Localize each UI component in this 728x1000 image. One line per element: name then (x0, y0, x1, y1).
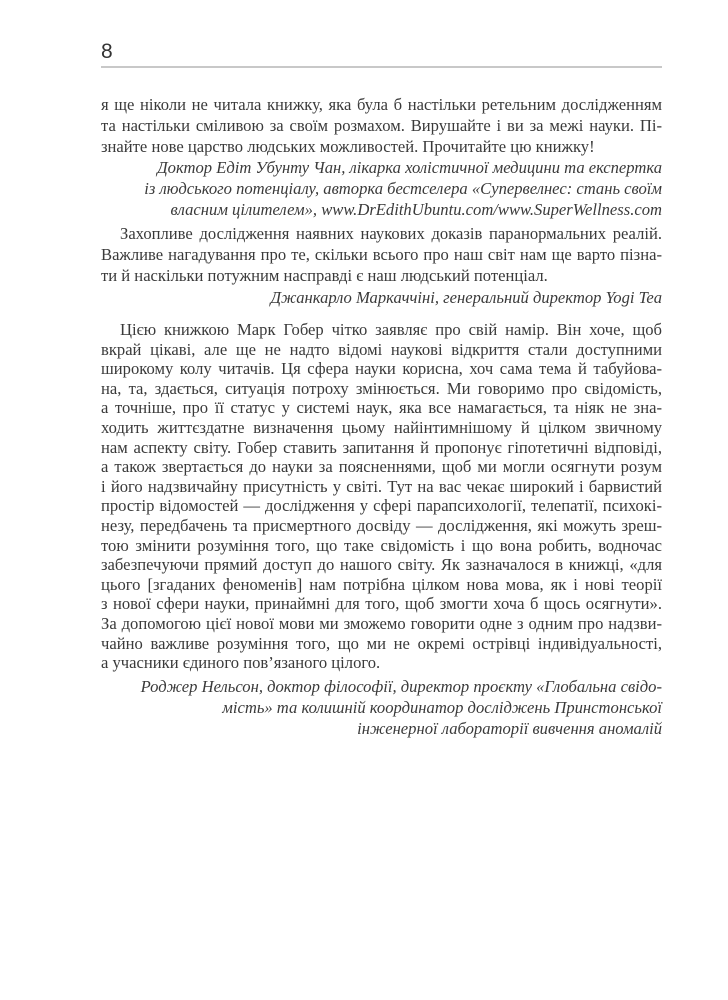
header-rule (101, 66, 662, 68)
quote-attribution (101, 157, 662, 220)
text-line: і його надзвичайну присутність у світі. Тут на вас чекає широкий і барвистий (101, 476, 662, 496)
text-line: ти й наскільки потужним насправді є наш людський потенціал. (101, 266, 548, 285)
text-line: цього [згаданих феноменів] нам потрібна цілком нова мова, як і нові теорії (101, 574, 662, 594)
quote-attribution (101, 676, 662, 739)
page-number: 8 (101, 40, 113, 63)
text-line: а учасники єдиного пов’язаного цілого. (101, 653, 381, 673)
text-line: широкому колу читачів. Ця сфера науки корисна, хоч сама тема й табуйова- (101, 359, 662, 379)
text-line: незу, передбачень та присмертного досвіду — дослідження, які можуть зреш- (101, 515, 662, 535)
text-line: За допомогою цієї нової мови ми зможемо говорити одне з одним про надзви- (101, 613, 662, 633)
quote-attribution (101, 287, 662, 308)
attribution-line: мість» та колишній координатор досліджень Принстонської (222, 698, 662, 717)
text-line: забезпечуючи прямий доступ до нашого світу. Як зазначалося в книжці, «для (101, 555, 662, 575)
text-line: а також звертається до науки за поясненнями, щоб ми могли осягнути розум (101, 457, 662, 477)
quote-paragraph (101, 320, 662, 673)
text-line: та настільки сміливою за своїм розмахом. Вирушайте і ви за межі науки. Пі- (101, 116, 662, 135)
text-line: Важливе нагадування про те, скільки всього про наш світ нам ще варто пізна- (101, 245, 662, 264)
text-line: з нової сфери науки, принаймні для того, щоб змогти хоча б щось осягнути». (101, 594, 662, 614)
text-line: я ще ніколи не читала книжку, яка була б настільки ретельним дослідженням (101, 95, 662, 114)
text-line: вкрай цікаві, але ще не надто відомі наукові відкриття стали доступними (101, 339, 662, 359)
text-line: знайте нове царство людських можливостей. Прочитайте цю книжку! (101, 137, 595, 156)
text-line: на, та, здається, ситуація потроху змінюється. Ми говоримо про свідомість, (101, 378, 662, 398)
attribution-line: Доктор Едіт Убунту Чан, лікарка холістичної медицини та експертка (157, 158, 662, 177)
attribution-line: із людського потенціалу, авторка бестселера «Супервелнес: стань своїм (144, 179, 662, 198)
quote-paragraph (101, 223, 662, 286)
attribution-line: інженерної лабораторії вивчення аномалій (357, 719, 662, 738)
text-line: а точніше, про її статус у системі наук, яка все намагається, та ніяк не зна- (101, 398, 662, 418)
text-line: простір відомостей — дослідження у сфері парапсихології, телепатії, психокі- (101, 496, 662, 516)
text-line: Захопливе дослідження наявних наукових доказів паранормальних реалій. (120, 224, 662, 243)
attribution-line: власним цілителем», www.DrEdithUbuntu.com/www.SuperWellness.com (170, 200, 662, 219)
text-line: Цією книжкою Марк Гобер чітко заявляє про свій намір. Він хоче, щоб (120, 320, 662, 339)
text-line: ходить життєздатне визначення цьому найінтимнішому й цілком звичному (101, 417, 662, 437)
text-line: чайно важливе розуміння того, що ми не окремі острівці індивідуальності, (101, 633, 662, 653)
text-line: нам аспекту світу. Гобер ставить запитання й пропонує гіпотетичні відповіді, (101, 437, 662, 457)
attribution-line: Роджер Нельсон, доктор філософії, директор проєкту «Глобальна свідо- (140, 677, 662, 696)
attribution-line: Джанкарло Маркаччіні, генеральний директор Yogi Tea (270, 288, 662, 307)
text-line: тою змінити розуміння того, що таке свідомість і що вона робить, водночас (101, 535, 662, 555)
quote-paragraph (101, 94, 662, 157)
